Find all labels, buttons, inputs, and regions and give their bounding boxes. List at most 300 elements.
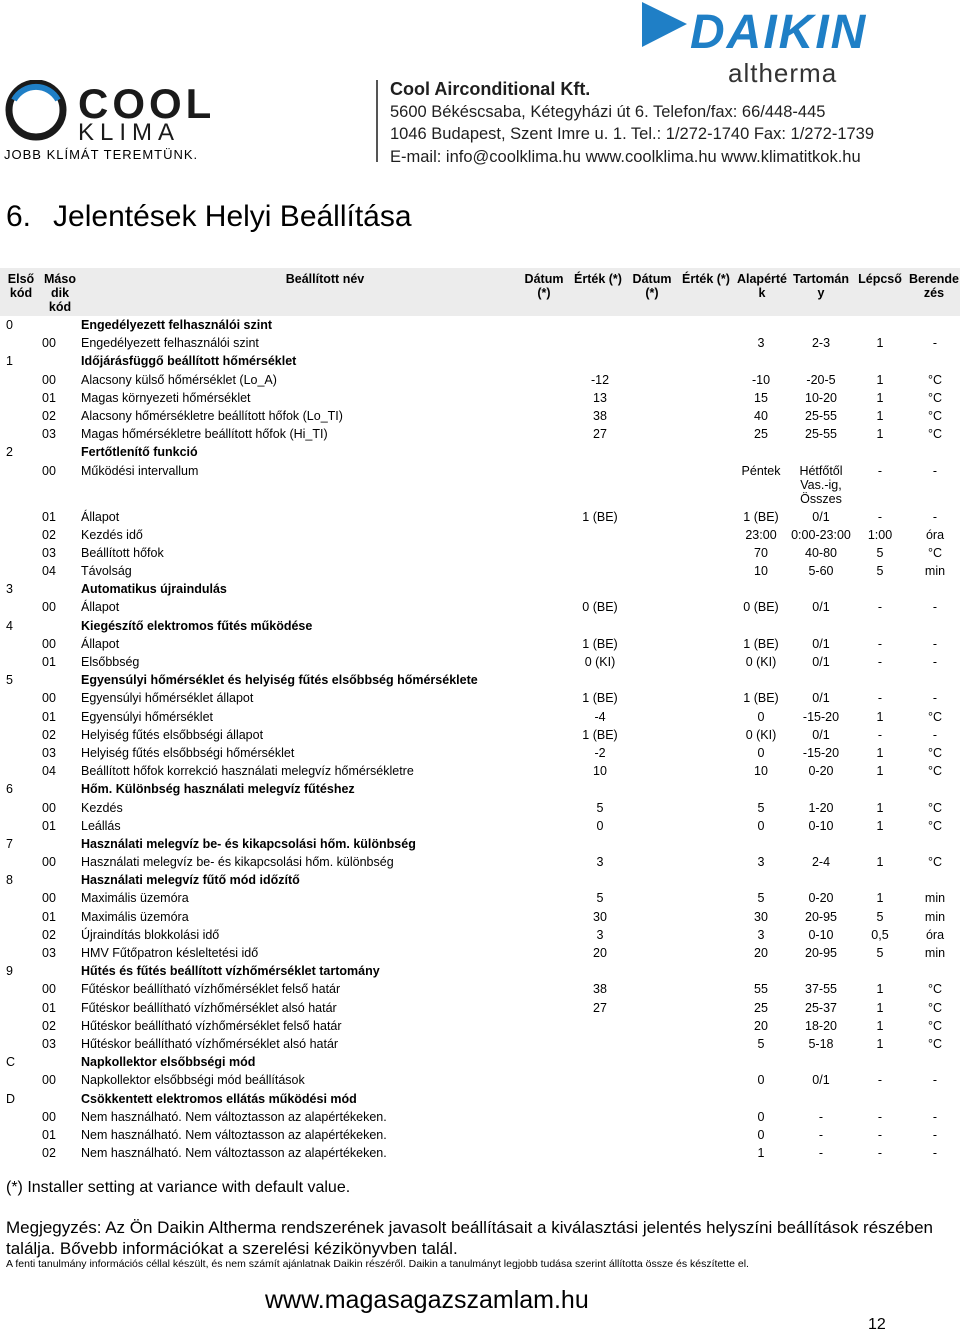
step: 1 bbox=[876, 855, 884, 870]
setting-name: Egyensúlyi hőmérséklet bbox=[81, 709, 214, 724]
range: 0/1 bbox=[812, 1073, 830, 1088]
value: 38 bbox=[593, 982, 607, 997]
value: 27 bbox=[593, 1000, 607, 1015]
table-row bbox=[0, 334, 960, 352]
setting-name: Újraindítás blokkolási idő bbox=[81, 927, 220, 942]
setting-name: Fűtéskor beállítható vízhőmérséklet felső határ bbox=[81, 982, 341, 997]
table-row bbox=[0, 526, 960, 544]
sub-code: 01 bbox=[42, 709, 56, 724]
default-value: 20 bbox=[754, 946, 768, 960]
range: 0-20 bbox=[808, 764, 834, 779]
setting-name: Fűtéskor beállítható vízhőmérséklet alsó határ bbox=[81, 1000, 337, 1015]
sub-code: 02 bbox=[42, 927, 56, 942]
value: 30 bbox=[593, 909, 607, 924]
sub-code: 00 bbox=[42, 1073, 56, 1088]
disclaimer: A fenti tanulmány információs céllal készült, és nem számít ajánlatnak Daikin részéről. Daikin a tanulmányt legjobb tudása szerint állította össze és készítette el. bbox=[6, 1258, 749, 1270]
step: 5 bbox=[876, 564, 884, 579]
setting-name: Leállás bbox=[81, 818, 121, 833]
unit: °C bbox=[927, 1000, 943, 1015]
col-tartomany: Tartomán y bbox=[792, 272, 850, 300]
table-row bbox=[0, 462, 960, 508]
range: -20-5 bbox=[806, 372, 836, 387]
table-row bbox=[0, 371, 960, 389]
sub-code: 02 bbox=[42, 408, 56, 423]
header-divider bbox=[376, 80, 378, 162]
table-row bbox=[0, 653, 960, 671]
section-title-text: Jelentések Helyi Beállítása bbox=[53, 200, 412, 233]
default-value: 0 bbox=[757, 1073, 765, 1088]
value: 27 bbox=[593, 427, 607, 442]
step: 1 bbox=[876, 800, 884, 815]
unit: - bbox=[932, 655, 938, 669]
table-row bbox=[0, 744, 960, 762]
default-value: 10 bbox=[754, 764, 768, 779]
setting-name: Elsőbbség bbox=[81, 655, 140, 669]
step: - bbox=[877, 463, 883, 478]
sub-code: 03 bbox=[42, 427, 56, 442]
range: -15-20 bbox=[802, 745, 840, 760]
range: 20-95 bbox=[805, 946, 837, 960]
sub-code: 04 bbox=[42, 764, 56, 779]
step: 5 bbox=[876, 946, 884, 960]
table-row bbox=[0, 726, 960, 744]
group-code: 8 bbox=[6, 873, 13, 888]
logo-text-klima: KLIMA bbox=[78, 119, 181, 146]
group-code: 5 bbox=[6, 673, 13, 688]
setting-name: Napkollektor elsőbbségi mód beállítások bbox=[81, 1073, 305, 1088]
range: 2-3 bbox=[811, 336, 831, 351]
value: 0 (BE) bbox=[582, 600, 618, 615]
company-info bbox=[390, 78, 874, 168]
group-code: 2 bbox=[6, 445, 13, 460]
step: 1 bbox=[876, 709, 884, 724]
range: -15-20 bbox=[802, 709, 840, 724]
group-code: 9 bbox=[6, 964, 13, 979]
table-group-row bbox=[0, 617, 960, 635]
step: 1 bbox=[876, 372, 884, 387]
default-value: 1 bbox=[757, 1146, 765, 1161]
table-row bbox=[0, 944, 960, 962]
table-row bbox=[0, 425, 960, 443]
unit: min bbox=[924, 946, 946, 960]
sub-code: 00 bbox=[42, 855, 56, 870]
table-row bbox=[0, 853, 960, 871]
table-row bbox=[0, 980, 960, 998]
step: - bbox=[877, 1127, 883, 1142]
sub-code: 02 bbox=[42, 527, 56, 542]
default-value: Péntek bbox=[741, 463, 781, 478]
default-value: 3 bbox=[757, 855, 765, 870]
table-group-row bbox=[0, 962, 960, 980]
table-row bbox=[0, 1126, 960, 1144]
default-value: 20 bbox=[754, 1018, 768, 1033]
default-value: 1 (BE) bbox=[743, 691, 779, 706]
range: - bbox=[818, 1127, 824, 1142]
sub-code: 03 bbox=[42, 545, 56, 560]
unit: - bbox=[932, 636, 938, 651]
company-name: Cool Airconditional Kft. bbox=[390, 79, 591, 99]
group-code: 7 bbox=[6, 836, 13, 851]
value: -4 bbox=[594, 709, 606, 724]
col-berendezes: Berende zés bbox=[908, 272, 960, 300]
sub-code: 00 bbox=[42, 691, 56, 706]
default-value: 5 bbox=[757, 891, 765, 906]
setting-name: Távolság bbox=[81, 564, 132, 579]
step: 1 bbox=[876, 982, 884, 997]
range: - bbox=[818, 1109, 824, 1124]
default-value: 30 bbox=[754, 909, 768, 924]
step: 1 bbox=[876, 408, 884, 423]
step: - bbox=[877, 1146, 883, 1161]
step: 1 bbox=[876, 427, 884, 442]
table-header bbox=[0, 268, 960, 316]
default-value: -10 bbox=[751, 372, 771, 387]
unit: °C bbox=[927, 390, 943, 405]
range: 0/1 bbox=[812, 636, 830, 651]
table-group-row bbox=[0, 443, 960, 461]
sub-code: 02 bbox=[42, 1018, 56, 1033]
sub-code: 00 bbox=[42, 600, 56, 615]
sub-code: 01 bbox=[42, 509, 56, 524]
company-line3: E-mail: info@coolklima.hu www.coolklima.hu www.klimatitkok.hu bbox=[390, 147, 861, 166]
setting-name: Hűtés és fűtés beállított vízhőmérséklet tartomány bbox=[81, 964, 380, 979]
setting-name: Magas hőmérsékletre beállított hőfok (Hi_TI) bbox=[81, 427, 328, 442]
unit: - bbox=[932, 336, 938, 351]
setting-name: Működési intervallum bbox=[81, 463, 199, 478]
value: 1 (BE) bbox=[582, 636, 618, 651]
setting-name: Engedélyezett felhasználói szint bbox=[81, 336, 259, 351]
unit: - bbox=[932, 1109, 938, 1124]
company-line1: 5600 Békéscsaba, Kétegyházi út 6. Telefon/fax: 66/448-445 bbox=[390, 102, 826, 121]
col-datum-1: Dátum (*) bbox=[524, 272, 564, 300]
setting-name: Állapot bbox=[81, 600, 120, 615]
group-code: C bbox=[6, 1055, 16, 1070]
step: - bbox=[877, 727, 883, 742]
setting-name: Beállított hőfok korrekció használati melegvíz hőmérsékletre bbox=[81, 764, 414, 779]
step: - bbox=[877, 655, 883, 669]
default-value: 55 bbox=[754, 982, 768, 997]
step: 1 bbox=[876, 818, 884, 833]
step: 1 bbox=[876, 1000, 884, 1015]
range: 1-20 bbox=[808, 800, 834, 815]
step: 1:00 bbox=[867, 527, 893, 542]
default-value: 0 (KI) bbox=[745, 655, 777, 669]
default-value: 0 (BE) bbox=[743, 600, 779, 615]
group-code: 0 bbox=[6, 318, 13, 332]
unit: - bbox=[932, 1127, 938, 1142]
unit: °C bbox=[927, 745, 943, 760]
sub-code: 04 bbox=[42, 564, 56, 579]
table-row bbox=[0, 799, 960, 817]
table-row bbox=[0, 562, 960, 580]
footnote: (*) Installer setting at variance with default value. bbox=[6, 1179, 351, 1196]
unit: - bbox=[932, 691, 938, 706]
step: - bbox=[877, 509, 883, 524]
step: 0,5 bbox=[871, 927, 889, 942]
default-value: 0 bbox=[757, 745, 765, 760]
setting-name: Kiegészítő elektromos fűtés működése bbox=[81, 618, 313, 633]
value: 10 bbox=[593, 764, 607, 779]
default-value: 10 bbox=[754, 564, 768, 579]
setting-name: Nem használható. Nem változtasson az alapértékeken. bbox=[81, 1127, 387, 1142]
step: 1 bbox=[876, 1036, 884, 1051]
setting-name: Automatikus újraindulás bbox=[81, 582, 227, 597]
value: -12 bbox=[590, 372, 610, 387]
setting-name: Alacsony külső hőmérséklet (Lo_A) bbox=[81, 372, 277, 387]
unit: - bbox=[932, 1146, 938, 1161]
setting-name: Egyensúlyi hőmérséklet és helyiség fűtés elsőbbség hőmérséklete bbox=[81, 673, 478, 688]
unit: °C bbox=[927, 855, 943, 870]
value: 5 bbox=[596, 891, 604, 906]
range: 2-4 bbox=[811, 855, 831, 870]
sub-code: 00 bbox=[42, 463, 56, 478]
setting-name: Használati melegvíz be- és kikapcsolási hőm. különbség bbox=[81, 836, 416, 851]
range: 25-55 bbox=[805, 427, 837, 442]
step: - bbox=[877, 636, 883, 651]
table-row bbox=[0, 635, 960, 653]
step: - bbox=[877, 1109, 883, 1124]
unit: °C bbox=[927, 800, 943, 815]
value: 1 (BE) bbox=[582, 691, 618, 706]
range: 0-10 bbox=[808, 927, 834, 942]
company-line2: 1046 Budapest, Szent Imre u. 1. Tel.: 1/272-1740 Fax: 1/272-1739 bbox=[390, 125, 875, 143]
setting-name: Maximális üzemóra bbox=[81, 909, 189, 924]
setting-name: Helyiség fűtés elsőbbségi hőmérséklet bbox=[81, 745, 295, 760]
sub-code: 01 bbox=[42, 1000, 56, 1015]
table-row bbox=[0, 908, 960, 926]
range: 25-37 bbox=[805, 1000, 837, 1015]
setting-name: Nem használható. Nem változtasson az alapértékeken. bbox=[81, 1109, 387, 1124]
unit: °C bbox=[927, 709, 943, 724]
unit: óra bbox=[925, 927, 945, 942]
step: - bbox=[877, 600, 883, 615]
sub-code: 00 bbox=[42, 1109, 56, 1124]
default-value: 70 bbox=[754, 545, 768, 560]
setting-name: Hűtéskor beállítható vízhőmérséklet alsó határ bbox=[81, 1036, 339, 1051]
website-link[interactable]: www.magasagazszamlam.hu bbox=[265, 1286, 589, 1314]
value: 5 bbox=[596, 800, 604, 815]
default-value: 0 (KI) bbox=[745, 727, 777, 742]
unit: °C bbox=[927, 1018, 943, 1033]
table-row bbox=[0, 926, 960, 944]
setting-name: Engedélyezett felhasználói szint bbox=[81, 318, 273, 332]
altherma-brand: altherma bbox=[728, 58, 838, 88]
unit: °C bbox=[927, 408, 943, 423]
default-value: 0 bbox=[757, 1109, 765, 1124]
default-value: 3 bbox=[757, 927, 765, 942]
group-code: D bbox=[6, 1091, 16, 1106]
unit: - bbox=[932, 463, 938, 478]
table-row bbox=[0, 407, 960, 425]
table-row bbox=[0, 1144, 960, 1162]
setting-name: HMV Fűtőpatron késleltetési idő bbox=[81, 946, 259, 960]
setting-name: Helyiség fűtés elsőbbségi állapot bbox=[81, 727, 264, 742]
table-row bbox=[0, 999, 960, 1017]
unit: °C bbox=[927, 545, 943, 560]
step: 5 bbox=[876, 545, 884, 560]
table-row bbox=[0, 1108, 960, 1126]
table-group-row bbox=[0, 316, 960, 334]
range: 0:00-23:00 bbox=[791, 527, 851, 542]
sub-code: 01 bbox=[42, 1127, 56, 1142]
range: 18-20 bbox=[805, 1018, 837, 1033]
daikin-brand: DAIKIN bbox=[690, 6, 868, 59]
unit: °C bbox=[927, 427, 943, 442]
range: 0/1 bbox=[812, 691, 830, 706]
table-group-row bbox=[0, 1053, 960, 1071]
setting-name: Fertőtlenítő funkció bbox=[81, 445, 198, 460]
setting-name: Állapot bbox=[81, 636, 120, 651]
value: 13 bbox=[593, 390, 607, 405]
unit: °C bbox=[927, 1036, 943, 1051]
note: Megjegyzés: Az Ön Daikin Altherma rendszerének javasolt beállításait a kiválasztási jelentés helyszíni beállítások részében találja. Bővebb információkat a szerelési kézikönyvben talál. bbox=[6, 1218, 933, 1258]
step: 1 bbox=[876, 336, 884, 351]
default-value: 0 bbox=[757, 818, 765, 833]
range: 10-20 bbox=[805, 390, 837, 405]
setting-name: Hűtéskor beállítható vízhőmérséklet felső határ bbox=[81, 1018, 342, 1033]
sub-code: 03 bbox=[42, 745, 56, 760]
unit: °C bbox=[927, 372, 943, 387]
table-row bbox=[0, 508, 960, 526]
value: 20 bbox=[593, 946, 607, 960]
table-group-row bbox=[0, 580, 960, 598]
group-code: 1 bbox=[6, 354, 13, 369]
sub-code: 00 bbox=[42, 800, 56, 815]
settings-table bbox=[0, 268, 960, 1162]
col-beallitott-nev: Beállított név bbox=[285, 272, 365, 286]
table-row bbox=[0, 817, 960, 835]
default-value: 40 bbox=[754, 408, 768, 423]
sub-code: 01 bbox=[42, 909, 56, 924]
setting-name: Használati melegvíz be- és kikapcsolási hőm. különbség bbox=[81, 855, 394, 870]
range: 5-60 bbox=[808, 564, 834, 579]
table-group-row bbox=[0, 780, 960, 798]
default-value: 1 (BE) bbox=[743, 636, 779, 651]
default-value: 1 (BE) bbox=[743, 509, 779, 524]
step: 1 bbox=[876, 745, 884, 760]
sub-code: 00 bbox=[42, 636, 56, 651]
value: 1 (BE) bbox=[582, 727, 618, 742]
setting-name: Maximális üzemóra bbox=[81, 891, 189, 906]
value: 3 bbox=[596, 927, 604, 942]
step: - bbox=[877, 691, 883, 706]
value: 0 bbox=[596, 818, 604, 833]
unit: - bbox=[932, 600, 938, 615]
range: 0/1 bbox=[812, 600, 830, 615]
range: 0-10 bbox=[808, 818, 834, 833]
default-value: 25 bbox=[754, 1000, 768, 1015]
table-group-row bbox=[0, 835, 960, 853]
table-group-row bbox=[0, 871, 960, 889]
step: 5 bbox=[876, 909, 884, 924]
table-row bbox=[0, 1071, 960, 1089]
setting-name: Kezdés bbox=[81, 800, 123, 815]
sub-code: 01 bbox=[42, 655, 56, 669]
page-number: 12 bbox=[868, 1316, 886, 1333]
table-row bbox=[0, 1017, 960, 1035]
slogan: JOBB KLÍMÁT TEREMTÜNK. bbox=[4, 147, 199, 162]
setting-name: Állapot bbox=[81, 509, 120, 524]
table-row bbox=[0, 544, 960, 562]
sub-code: 01 bbox=[42, 818, 56, 833]
default-value: 0 bbox=[757, 709, 765, 724]
unit: min bbox=[924, 564, 946, 579]
default-value: 23:00 bbox=[745, 527, 777, 542]
step: 1 bbox=[876, 1018, 884, 1033]
default-value: 3 bbox=[757, 336, 765, 351]
table-row bbox=[0, 889, 960, 907]
range: 37-55 bbox=[805, 982, 837, 997]
table-row bbox=[0, 708, 960, 726]
step: - bbox=[877, 1073, 883, 1088]
default-value: 25 bbox=[754, 427, 768, 442]
value: 3 bbox=[596, 855, 604, 870]
table-body bbox=[0, 316, 960, 1162]
setting-name: Kezdés idő bbox=[81, 527, 143, 542]
group-code: 4 bbox=[6, 618, 13, 633]
setting-name: Napkollektor elsőbbségi mód bbox=[81, 1055, 256, 1070]
col-datum-2: Dátum (*) bbox=[632, 272, 672, 300]
col-alapertek: Alapérté k bbox=[736, 272, 788, 300]
unit: - bbox=[932, 509, 938, 524]
range: 40-80 bbox=[805, 545, 837, 560]
setting-name: Időjárásfüggő beállított hőmérséklet bbox=[81, 354, 297, 369]
step: 1 bbox=[876, 764, 884, 779]
col-ertek-1: Érték (*) bbox=[574, 272, 622, 286]
range: - bbox=[818, 1146, 824, 1161]
range: 0/1 bbox=[812, 727, 830, 742]
value: -2 bbox=[594, 745, 606, 760]
value: 38 bbox=[593, 408, 607, 423]
table-group-row bbox=[0, 671, 960, 689]
setting-name: Nem használható. Nem változtasson az alapértékeken. bbox=[81, 1146, 387, 1161]
default-value: 0 bbox=[757, 1127, 765, 1142]
unit: min bbox=[924, 909, 946, 924]
col-masodik-kod: Máso dik kód bbox=[44, 272, 76, 314]
sub-code: 02 bbox=[42, 1146, 56, 1161]
unit: °C bbox=[927, 818, 943, 833]
table-row bbox=[0, 598, 960, 616]
sub-code: 03 bbox=[42, 946, 56, 960]
sub-code: 00 bbox=[42, 336, 56, 351]
setting-name: Hőm. Különbség használati melegvíz fűtéshez bbox=[81, 782, 355, 797]
logo-text-cool: COOL bbox=[78, 80, 216, 127]
unit: - bbox=[932, 727, 938, 742]
unit: óra bbox=[925, 527, 945, 542]
range: 0/1 bbox=[812, 655, 830, 669]
range: 5-18 bbox=[808, 1036, 834, 1051]
default-value: 15 bbox=[754, 390, 768, 405]
section-number: 6. bbox=[6, 200, 32, 233]
table-group-row bbox=[0, 1090, 960, 1108]
range: 20-95 bbox=[805, 909, 837, 924]
table-row bbox=[0, 1035, 960, 1053]
sub-code: 00 bbox=[42, 372, 56, 387]
value: 1 (BE) bbox=[582, 509, 618, 524]
table-group-row bbox=[0, 352, 960, 370]
unit: °C bbox=[927, 764, 943, 779]
unit: - bbox=[932, 1073, 938, 1088]
unit: min bbox=[924, 891, 946, 906]
col-lepcso: Lépcső bbox=[858, 272, 902, 286]
default-value: 5 bbox=[757, 800, 765, 815]
setting-name: Beállított hőfok bbox=[81, 545, 164, 560]
range: 0/1 bbox=[812, 509, 830, 524]
sub-code: 00 bbox=[42, 982, 56, 997]
sub-code: 00 bbox=[42, 891, 56, 906]
sub-code: 02 bbox=[42, 727, 56, 742]
step: 1 bbox=[876, 390, 884, 405]
